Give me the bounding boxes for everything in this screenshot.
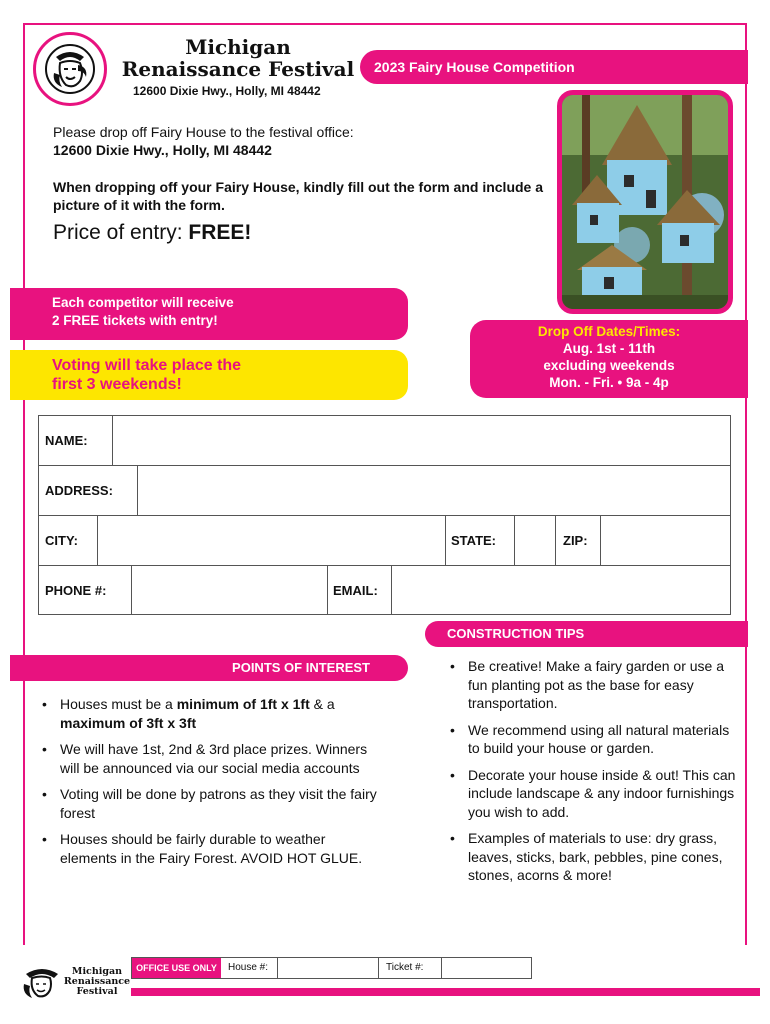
phone-label: PHONE #: (45, 583, 107, 598)
fairy-house-photo (557, 90, 733, 314)
price-value: FREE! (188, 221, 252, 244)
jester-logo-icon (44, 43, 96, 95)
form-row-contact (39, 566, 730, 616)
dropoff-exclusion: excluding weekends (543, 358, 675, 373)
email-field[interactable] (392, 566, 730, 615)
office-use-label: OFFICE USE ONLY (132, 958, 221, 978)
tickets-line-1: Each competitor will receive (52, 295, 234, 310)
points-of-interest-heading: POINTS OF INTEREST (10, 655, 408, 681)
size-rule-middle: & a (309, 696, 335, 712)
form-row-city (39, 516, 730, 566)
dropoff-dates-callout (470, 320, 748, 398)
footer-jester-icon (22, 964, 62, 1000)
house-number-label: House #: (228, 962, 269, 973)
dropoff-heading: Drop Off Dates/Times: (537, 324, 681, 339)
voting-line-2: first 3 weekends! (52, 376, 182, 393)
list-item: • Be creative! Make a fairy garden or use a fun planting pot as the base for easy transportation. (446, 657, 736, 713)
list-item: • Examples of materials to use: dry grass, leaves, sticks, bark, pebbles, pine cones, stones, acorns & more! (446, 829, 736, 885)
size-rule-prefix: Houses must be a (60, 696, 177, 712)
address-field[interactable] (138, 466, 730, 515)
construction-tips-list (446, 657, 736, 893)
list-item: • We will have 1st, 2nd & 3rd place prizes. Winners will be announced via our social media accounts (38, 740, 378, 777)
address-label: ADDRESS: (45, 483, 113, 498)
state-label: STATE: (451, 533, 497, 548)
competition-title-banner: 2023 Fairy House Competition (360, 50, 748, 84)
logo-line-2: Renaissance Festival (121, 57, 355, 81)
page-border-left (23, 23, 25, 945)
zip-field[interactable] (601, 516, 730, 565)
fairy-house-illustration (562, 95, 728, 309)
dropoff-address: 12600 Dixie Hwy., Holly, MI 48442 (53, 142, 272, 158)
ticket-number-field[interactable] (442, 958, 531, 978)
festival-logo-badge (33, 32, 107, 106)
free-tickets-callout (10, 288, 408, 340)
footer-wordmark (62, 967, 132, 997)
list-item: • Decorate your house inside & out! This can include landscape & any indoor furnishings you wish to add. (446, 766, 736, 822)
list-item: • We recommend using all natural materials to build your house or garden. (446, 721, 736, 758)
phone-field[interactable] (132, 566, 327, 615)
entry-form (38, 415, 731, 615)
footer-logo-line-3: Festival (76, 986, 118, 997)
form-instruction: When dropping off your Fairy House, kindly fill out the form and include a picture of it with the form. (53, 179, 544, 213)
name-label: NAME: (45, 433, 88, 448)
size-rule-minimum: minimum of 1ft x 1ft (176, 696, 310, 712)
form-row-name (39, 416, 730, 466)
voting-line-1: Voting will take place the (52, 357, 242, 374)
tickets-line-2: 2 FREE tickets with entry! (52, 313, 218, 328)
city-field[interactable] (98, 516, 445, 565)
voting-callout (10, 350, 408, 400)
name-field[interactable] (113, 416, 730, 465)
page-border-right (745, 23, 747, 945)
list-item (38, 695, 378, 732)
list-item: • Voting will be done by patrons as they visit the fairy forest (38, 785, 378, 822)
price-of-entry (53, 221, 251, 245)
email-label: EMAIL: (333, 583, 378, 598)
dropoff-instruction: Please drop off Fairy House to the festival office: (53, 124, 354, 140)
field-divider (555, 516, 556, 565)
points-of-interest-list (38, 695, 378, 875)
zip-label: ZIP: (563, 533, 588, 548)
list-item: • Houses should be fairly durable to weather elements in the Fairy Forest. AVOID HOT GLUE. (38, 830, 378, 867)
office-use-box (131, 957, 532, 979)
festival-logo-wordmark (118, 36, 358, 80)
footer-logo-line-2: Renaissance (63, 976, 131, 987)
state-field[interactable] (515, 516, 555, 565)
city-label: CITY: (45, 533, 78, 548)
size-rule-maximum: maximum of 3ft x 3ft (60, 714, 197, 731)
page-border-top (23, 23, 747, 25)
price-label: Price of entry: (53, 221, 183, 244)
logo-line-1: Michigan (185, 35, 291, 59)
festival-address: 12600 Dixie Hwy., Holly, MI 48442 (133, 84, 321, 98)
ticket-number-label: Ticket #: (386, 962, 424, 973)
dropoff-dates: Aug. 1st - 11th (562, 341, 656, 356)
footer-logo-line-1: Michigan (71, 966, 123, 977)
field-divider (378, 958, 379, 978)
footer-accent-bar (131, 988, 760, 996)
form-row-address (39, 466, 730, 516)
dropoff-hours: Mon. - Fri. • 9a - 4p (549, 375, 669, 390)
construction-tips-heading: CONSTRUCTION TIPS (425, 621, 748, 647)
house-number-field[interactable] (278, 958, 378, 978)
